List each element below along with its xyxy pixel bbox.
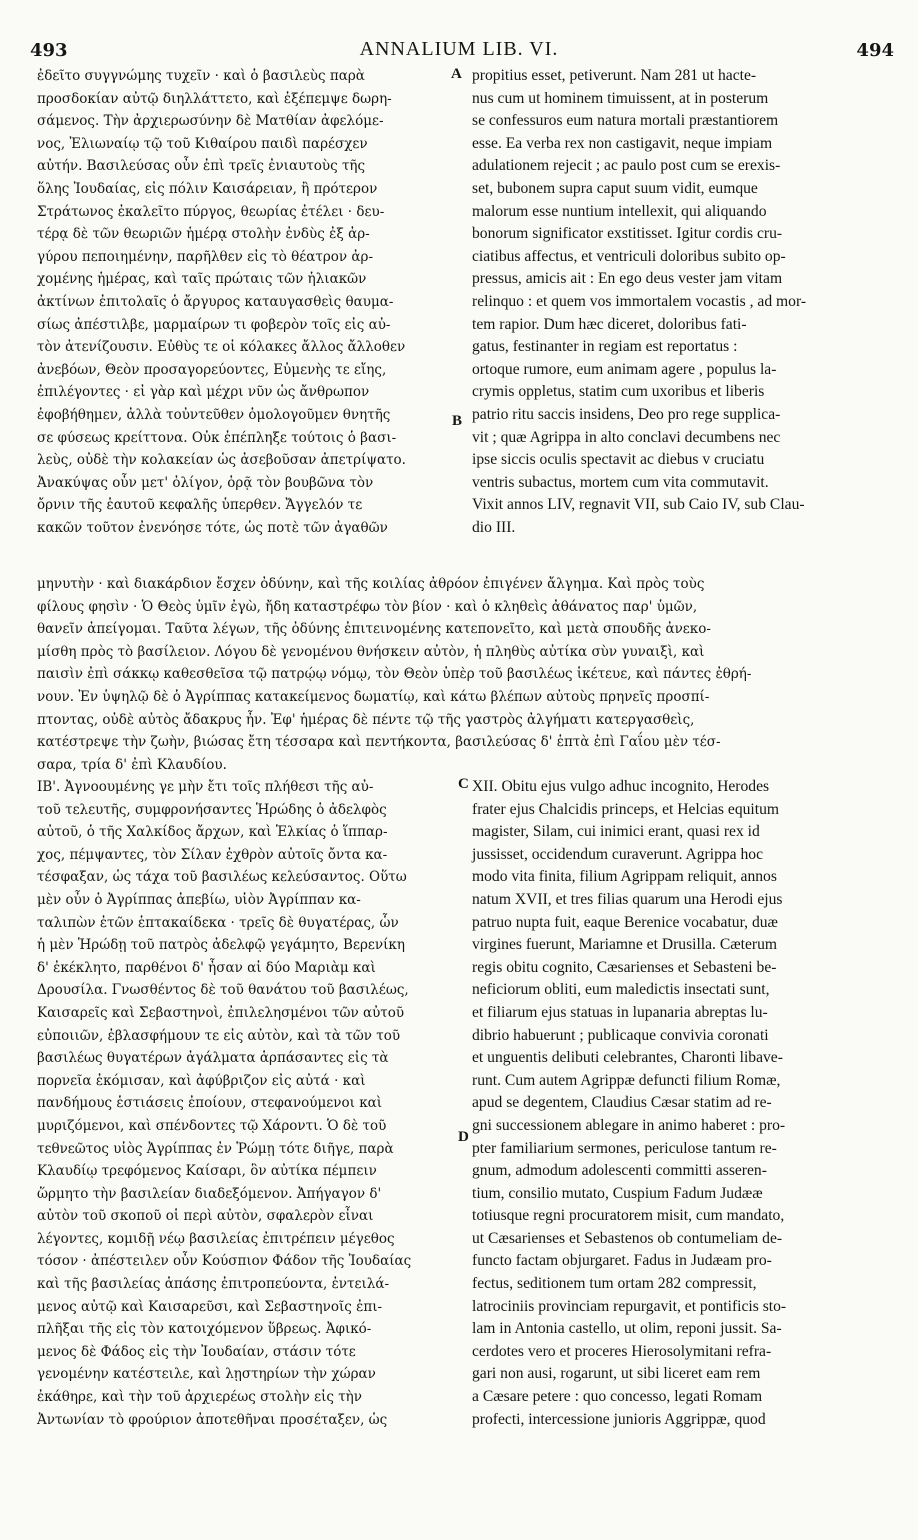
greek-full-width-passage: μηνυτὴν · καὶ διακάρδιον ἔσχεν ὀδύνην, καὶ τῆς κοιλίας ἀθρόον ἐπιγένεν ἄλγημα. Καὶ πρὸς τοὺς φίλους φησὶν · Ὁ Θεὸς ὑμῖν ἐγὼ, ἤδη καταστρέφω τὸν βίον · καὶ ὁ κληθεὶς ἀθάνατος παρ' ὑμῶν, θανεῖν ἀπείγομαι. Ταῦτα λέγων, τῆς ὀδύνης ἐπιτεινομένης κατεπονεῖτο, καὶ μετὰ σπουδῆς ἀνεκο- μίσθη πρὸς τὸ βασίλειον. Λόγου δὲ γενομένου θνήσκειν αὐτὸν, ἡ πληθὺς αὐτίκα σὺν γυναιξὶ, καὶ παισὶν ἐπὶ σάκκῳ καθεσθεῖσα τῷ πατρῴῳ νόμῳ, τὸν Θεὸν ὑπὲρ τοῦ βασιλέως ἱκέτευε, καὶ πάντες ἐθρή- νουν. Ἐν ὑψηλῷ δὲ ὁ Ἀγρίππας κατακείμενος δωματίῳ, καὶ κάτω βλέπων αὐτοὺς πρηνεῖς προσπί- πτοντας, οὐδὲ αὐτὸς ἄδακρυς ἦν. Ἐφ' ἡμέρας δὲ πέντε τῷ τῆς γαστρὸς ἀλγήματι κατεργασθεὶς, κατέστρεψε τὴν ζωὴν, βιώσας ἔτη τέσσαρα καὶ πεντήκοντα, βασιλεύσας δ' ἑπτὰ ἐπὶ Γαΐου μὲν τέσ- σαρα, τρία δ' ἐπὶ Κλαυδίου. — [37, 576, 752, 773]
latin-column-bottom: XII. Obitu ejus vulgo adhuc incognito, Herodes frater ejus Chalcidis princeps, et Helcias equitum magister, Silam, cui inimici erant, quasi rex id jussisset, occidendum curaverunt. Agrippa hoc modo vita finita, filium Agrippam reliquit, annos natum XVII, et tres filias quarum una Herodi ejus patruo nupta fuit, eaque Berenice vocabatur, duæ virgines fuerunt, Mariamne et Drusilla. Cæterum regis obitu cognito, Cæsarienses et Sebasteni be- neficiorum obliti, eum maledictis insectati sunt, et filiarum ejus statuas in lupanaria abreptas lu- dibrio habuerunt ; publicaque convivia coronati et unguentis delibuti celebrantes, Charonti libave- runt. Cum autem Agrippæ defuncti filium Romæ, apud se degentem, Claudius Cæsar statim ad re- gni successionem ablegare in animo haberet : pro- pter familiarium sermones, periculose tantum re- gnum, admodum adolescenti committi asseren- tium, consilio mutato, Cuspium Fadum Judææ totiusque regni procuratorem misit, cum mandato, ut Cæsarienses et Sebastenos ob contumeliam de- functo factam objurgaret. Fadus in Judæam pro- fectus, seditionem tum ortam 282 compressit, latrociniis provinciam repurgavit, et pontificis sto- lam in Antonia castello, ut olim, reponi jussit. Sa- cerdotes vero et proceres Hierosolymitani refra- gari non ausi, rogarunt, ut sibi liceret eam rem a Cæsare petere : quo concesso, legati Romam profecti, intercessione junioris Aggrippæ, quod — [472, 778, 787, 1428]
running-title: ANNALIUM LIB. VI. — [359, 38, 559, 60]
latin-column-top: propitius esset, petiverunt. Nam 281 ut hacte- nus cum ut hominem timuissent, at in posterum se confessuros eum natura mortali præstantiorem esse. Ea verba rex non castigavit, neque impiam adulationem rejecit ; ac paulo post cum se erexis- set, bubonem supra caput suum vidit, eumque malorum esse nuntium intellexit, qui aliquando bonorum significator exstitisset. Igitur cordis cru- ciatibus affectus, et ventriculi doloribus subito op- pressus, amicis ait : En ego deus vester jam vitam relinquo : et quem vos immortalem vocastis , ad mor- tem rapior. Dum hæc diceret, doloribus fati- gatus, festinanter in regiam est reportatus : ortoque rumore, eum animam agere , populus la- crymis oppletus, statim cum uxoribus et liberis patrio ritu saccis insidens, Deo pro rege supplica- vit ; quæ Agrippa in alto conclavi decumbens nec ipse siccis oculis spectavit ac diebus v cruciatu ventris subactus, mortem cum vita commutavit. Vixit annos LIV, regnavit VII, sub Caio IV, sub Clau- dio III. — [472, 67, 807, 536]
right-page-number: 494 — [856, 40, 894, 61]
greek-column-top: ἐδεῖτο συγγνώμης τυχεῖν · καὶ ὁ βασιλεὺς παρὰ προσδοκίαν αὐτῷ διηλλάττετο, καὶ ἐξέπεμψε δωρη- σάμενος. Τὴν ἀρχιερωσύνην δὲ Ματθίαν ἀφελόμε- νος, Ἐλιωναίῳ τῷ τοῦ Κιθαίρου παιδὶ παρέσχεν αὐτήν. Βασιλεύσας οὖν ἐπὶ τρεῖς ἐνιαυτοὺς τῆς ὅλης Ἰουδαίας, εἰς πόλιν Καισάρειαν, ἢ πρότερον Στράτωνος ἐκαλεῖτο πύργος, θεωρίας ἐτέλει · δευ- τέρᾳ δὲ τῶν θεωριῶν ἡμέρᾳ στολὴν ἐνδὺς ἐξ ἀρ- γύρου πεποιημένην, παρῆλθεν εἰς τὸ θέατρον ἀρ- χομένης ἡμέρας, καὶ ταῖς πρώταις τῶν ἡλιακῶν ἀκτίνων ἐπιτολαῖς ὁ ἄργυρος καταυγασθεὶς θαυμα- σίως ἀπέστιλβε, μαρμαίρων τι φοβερὸν τοῖς εἰς αὐ- τὸν ἀτενίζουσιν. Εὐθὺς τε οἱ κόλακες ἄλλος ἄλλοθεν ἀνεβόων, Θεὸν προσαγορεύοντες, Εὐμενὴς τε εἴης, ἐπιλέγοντες · εἰ γὰρ καὶ μέχρι νῦν ὡς ἄνθρωπον ἐφοβήθημεν, ἀλλὰ τοὐντεῦθεν ὁμολογοῦμεν θνητῆς σε φύσεως κρείττονα. Οὐκ ἐπέπληξε τούτοις ὁ βασι- λεὺς, οὐδὲ τὴν κολακείαν ὡς ἀσεβοῦσαν ἀπετρίψατο. Ἀνακύψας οὖν μετ' ὀλίγον, ὁρᾷ τὸν βουβῶνα τὸν ὄρνιν τῆς ἑαυτοῦ κεφαλῆς ὑπερθεν. Ἄγγελόν τε κακῶν τοῦτον ἐνενόησε τότε, ὡς ποτὲ τῶν ἀγαθῶν — [37, 68, 406, 536]
margin-letter-b: B — [452, 413, 463, 429]
greek-column-bottom: ΙΒ'. Ἀγνοουμένης γε μὴν ἔτι τοῖς πλήθεσι τῆς αὐ- τοῦ τελευτῆς, συμφρονήσαντες Ἡρώδης ὁ ἀδελφὸς αὐτοῦ, ὁ τῆς Χαλκίδος ἄρχων, καὶ Ἑλκίας ὁ ἵππαρ- χος, πέμψαντες, τὸν Σίλαν ἐχθρὸν αὐτοῖς ὄντα κα- τέσφαξαν, ὡς τάχα τοῦ βασιλέως κελεύσαντος. Οὕτω μὲν οὖν ὁ Ἀγρίππας ἀπεβίω, υἱὸν Ἀγρίππαν κα- ταλιπὼν ἐτῶν ἑπτακαίδεκα · τρεῖς δὲ θυγατέρας, ὧν ἡ μὲν Ἡρώδῃ τοῦ πατρὸς ἀδελφῷ γεγάμητο, Βερενίκη δ' ἐκέκλητο, παρθένοι δ' ἦσαν αἱ δύο Μαριὰμ καὶ Δρουσίλα. Γνωσθέντος δὲ τοῦ θανάτου τοῦ βασιλέως, Καισαρεῖς καὶ Σεβαστηνοὶ, ἐπιλελησμένοι τῶν αὐτοῦ εὐποιιῶν, ἐβλασφήμουν τε εἰς αὐτὸν, καὶ τὰ τῶν τοῦ βασιλέως θυγατέρων ἀγάλματα ἁρπάσαντες εἰς τὰ πορνεῖα ἐκόμισαν, καὶ ἀφύβριζον εἰς αὐτά · καὶ πανδήμους ἑστιάσεις ἐποίουν, στεφανούμενοι καὶ μυριζόμενοι, καὶ σπένδοντες τῷ Χάροντι. Ὁ δὲ τοῦ τεθνεῶτος υἱὸς Ἀγρίππας ἐν Ῥώμῃ τότε διῆγε, παρὰ Κλαυδίῳ τρεφόμενος Καίσαρι, ὃν αὐτίκα πέμπειν ὥρμητο τὴν βασιλείαν διαδεξόμενον. Ἀπήγαγον δ' αὐτὸν τοῦ σκοποῦ οἱ περὶ αὐτὸν, σφαλερὸν εἶναι λέγοντες, κομιδῇ νέῳ βασιλείας ἐπιτρέπειν μέγεθος τόσον · ἀπέστειλεν οὖν Κούσπιον Φάδον τῆς Ἰουδαίας καὶ τῆς βασιλείας ἁπάσης ἐπιτροπεύοντα, ἐντειλά- μενος αὐτῷ καὶ Καισαρεῦσι, καὶ Σεβαστηνοῖς ἐπι- πλῆξαι τῆς εἰς τὸν κατοιχόμενον ὕβρεως. Ἀφικό- μενος δὲ Φάδος εἰς τὴν Ἰουδαίαν, στάσιν τότε γενομένην κατέστειλε, καὶ λῃστηρίων τὴν χώραν ἐκάθηρε, καὶ τὴν τοῦ ἀρχιερέως στολὴν εἰς τὴν Ἀντωνίαν τὸ φρούριον ἀποτεθῆναι προσέταξεν, ὡς — [37, 779, 412, 1428]
margin-letter-c: C — [458, 776, 469, 792]
left-page-number: 493 — [30, 40, 68, 61]
margin-letter-a: A — [451, 66, 462, 82]
margin-letter-d: D — [458, 1129, 469, 1145]
